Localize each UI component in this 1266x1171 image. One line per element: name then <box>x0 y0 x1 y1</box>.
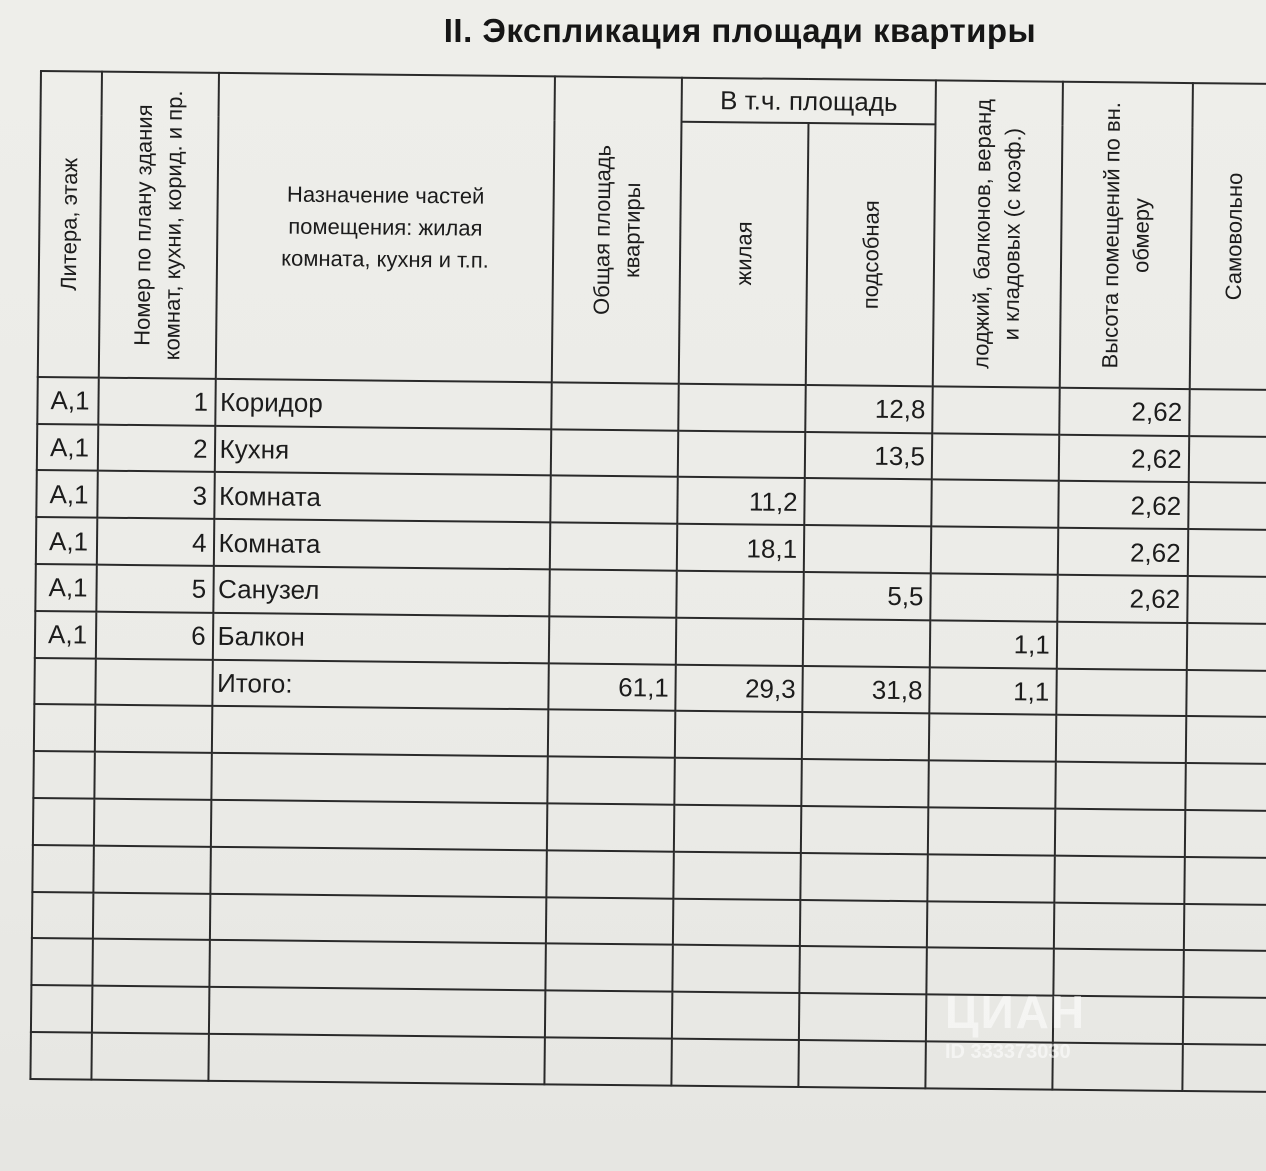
cell-loggia <box>931 480 1058 528</box>
cell-self <box>1188 482 1266 530</box>
header-literal <box>38 71 102 377</box>
empty-cell-loggia <box>926 995 1053 1043</box>
empty-cell-loggia <box>927 901 1054 949</box>
cell-total <box>550 569 677 617</box>
document-title: II. Экспликация площади квартиры <box>443 12 1037 49</box>
cell-number: 3 <box>97 471 214 519</box>
cell-purpose: Коридор <box>215 379 552 429</box>
cell-purpose: Комната <box>214 472 551 522</box>
empty-cell-living <box>673 898 800 946</box>
empty-cell-aux <box>802 712 929 760</box>
empty-cell-purpose <box>208 1034 545 1085</box>
totals-cell-aux: 31,8 <box>802 666 929 714</box>
empty-cell-height <box>1055 809 1185 857</box>
cell-literal: А,1 <box>36 517 97 564</box>
cell-loggia: 1,1 <box>930 620 1057 668</box>
empty-cell-purpose <box>210 847 547 897</box>
cell-number: 6 <box>96 611 213 659</box>
empty-cell-number <box>93 892 210 940</box>
empty-cell-total <box>545 991 672 1039</box>
cell-number: 1 <box>98 377 215 425</box>
empty-cell-aux <box>801 806 928 854</box>
cell-number: 4 <box>97 518 214 566</box>
empty-cell-height <box>1053 996 1183 1044</box>
cell-total <box>552 382 679 430</box>
empty-cell-self <box>1184 810 1266 858</box>
totals-cell-literal <box>34 658 95 705</box>
empty-cell-height <box>1052 1043 1182 1091</box>
totals-cell-total: 61,1 <box>549 663 676 711</box>
header-living-text: жилая <box>730 220 757 286</box>
empty-cell-number <box>92 939 209 987</box>
cell-literal: А,1 <box>36 470 97 517</box>
watermark-brand: ЦИАН <box>945 986 1087 1038</box>
totals-cell-self <box>1186 670 1266 718</box>
empty-cell-purpose <box>211 753 548 803</box>
empty-cell-literal <box>32 845 93 892</box>
empty-cell-total <box>546 897 673 945</box>
empty-cell-literal <box>32 892 93 939</box>
header-self <box>1189 83 1266 390</box>
totals-cell-living: 29,3 <box>676 664 803 712</box>
empty-cell-aux <box>799 1040 926 1088</box>
watermark-id: ID 333373030 <box>945 1041 1071 1063</box>
header-loggia <box>933 80 1063 387</box>
totals-cell-loggia: 1,1 <box>929 667 1056 715</box>
cell-literal: А,1 <box>37 377 98 424</box>
empty-cell-aux <box>800 853 927 901</box>
empty-cell-total <box>548 710 675 758</box>
cell-literal: А,1 <box>37 424 98 471</box>
empty-cell-self <box>1183 950 1266 998</box>
empty-cell-loggia <box>926 948 1053 996</box>
empty-cell-height <box>1055 762 1185 810</box>
empty-cell-aux <box>799 946 926 994</box>
cell-self <box>1186 623 1266 671</box>
header-purpose <box>215 73 555 382</box>
cell-aux <box>804 478 931 526</box>
empty-cell-literal <box>30 1032 91 1080</box>
cell-total <box>551 429 678 477</box>
empty-cell-living <box>675 711 802 759</box>
empty-cell-loggia <box>925 1041 1052 1089</box>
cell-purpose: Балкон <box>212 613 549 663</box>
empty-cell-living <box>674 851 801 899</box>
empty-cell-number <box>94 799 211 847</box>
header-self-text: Самовольно <box>1220 172 1247 301</box>
empty-cell-self <box>1183 904 1266 952</box>
empty-cell-self <box>1185 716 1266 764</box>
empty-cell-height <box>1053 949 1183 997</box>
header-loggia-text: лоджий, балконов, веранд и кладовых (с коэф.) <box>968 98 1026 369</box>
header-aux <box>806 123 936 386</box>
cell-number: 5 <box>96 565 213 613</box>
header-row <box>41 71 1266 128</box>
empty-cell-aux <box>800 900 927 948</box>
empty-cell-self <box>1185 763 1266 811</box>
cell-purpose: Кухня <box>214 425 551 475</box>
empty-cell-self <box>1184 857 1266 905</box>
cell-living <box>677 571 804 619</box>
empty-cell-living <box>674 805 801 853</box>
empty-cell-aux <box>801 759 928 807</box>
empty-cell-purpose <box>209 893 546 943</box>
cell-literal: А,1 <box>35 564 96 611</box>
empty-cell-purpose <box>210 800 547 850</box>
empty-cell-total <box>547 850 674 898</box>
empty-cell-living <box>673 945 800 993</box>
explication-table <box>29 70 1266 1093</box>
cell-living: 11,2 <box>678 477 805 525</box>
cell-purpose: Комната <box>213 519 550 569</box>
cell-total <box>550 523 677 571</box>
empty-cell-total <box>547 803 674 851</box>
empty-cell-height <box>1054 855 1184 903</box>
totals-cell-height <box>1056 668 1186 716</box>
empty-cell-literal <box>33 751 94 798</box>
empty-cell-literal <box>34 704 95 751</box>
cell-height: 2,62 <box>1058 528 1188 576</box>
empty-cell-number <box>93 845 210 893</box>
cell-number: 2 <box>98 424 215 472</box>
empty-cell-number <box>94 752 211 800</box>
empty-cell-number <box>92 986 209 1034</box>
empty-cell-living <box>675 758 802 806</box>
empty-cell-total <box>548 757 675 805</box>
cell-loggia <box>932 386 1059 434</box>
empty-cell-purpose <box>209 940 546 990</box>
empty-cell-number <box>95 705 212 753</box>
empty-cell-height <box>1054 902 1184 950</box>
empty-cell-literal <box>31 985 92 1032</box>
cell-self <box>1188 436 1266 484</box>
header-total <box>552 76 682 383</box>
cell-height: 2,62 <box>1059 388 1189 436</box>
empty-cell-self <box>1182 1044 1266 1092</box>
cell-aux <box>803 619 930 667</box>
header-literal-text: Литера, этаж <box>56 157 83 291</box>
cell-self <box>1189 389 1266 437</box>
header-number-text: Номер по плану здания комнат, кухни, корид. и пр. <box>129 90 188 361</box>
header-incl-group: В т.ч. площадь <box>682 78 936 124</box>
totals-cell-purpose: Итого: <box>212 659 549 709</box>
cell-total <box>549 616 676 664</box>
cell-self <box>1187 576 1266 624</box>
empty-cell-loggia <box>928 807 1055 855</box>
cell-aux: 12,8 <box>805 385 932 433</box>
header-height-text: Высота помещений по вн. обмеру <box>1096 101 1154 369</box>
cell-aux: 5,5 <box>803 572 930 620</box>
empty-cell-living <box>672 992 799 1040</box>
cell-aux <box>804 525 931 573</box>
cell-height: 2,62 <box>1058 481 1188 529</box>
cell-height: 2,62 <box>1057 575 1187 623</box>
cell-height <box>1057 621 1187 669</box>
empty-cell-total <box>546 944 673 992</box>
empty-cell-self <box>1183 997 1266 1045</box>
empty-cell-aux <box>799 993 926 1041</box>
cell-living <box>676 618 803 666</box>
cell-living <box>679 384 806 432</box>
empty-cell-purpose <box>208 987 545 1037</box>
cell-purpose: Санузел <box>213 566 550 616</box>
empty-cell-total <box>545 1037 672 1085</box>
empty-cell-purpose <box>211 706 548 756</box>
cell-loggia <box>932 433 1059 481</box>
header-purpose-text: Назначение частей помещения: жилая комната, кухня и т.п. <box>281 181 489 273</box>
cell-literal: А,1 <box>35 611 96 658</box>
empty-cell-height <box>1056 715 1186 763</box>
header-height <box>1060 82 1193 389</box>
cell-living <box>678 430 805 478</box>
empty-cell-living <box>672 1039 799 1087</box>
empty-cell-number <box>91 1033 208 1081</box>
cell-loggia <box>931 527 1058 575</box>
cell-height: 2,62 <box>1059 434 1189 482</box>
empty-cell-loggia <box>928 761 1055 809</box>
header-living <box>679 121 809 384</box>
header-number <box>99 72 219 379</box>
empty-cell-literal <box>31 938 92 985</box>
empty-cell-loggia <box>927 854 1054 902</box>
totals-cell-number <box>95 658 212 706</box>
header-total-text: Общая площадь квартиры <box>588 144 645 315</box>
empty-cell-literal <box>33 798 94 845</box>
empty-cell-loggia <box>929 714 1056 762</box>
cell-total <box>551 476 678 524</box>
cell-living: 18,1 <box>677 524 804 572</box>
cell-loggia <box>930 573 1057 621</box>
cell-self <box>1187 529 1266 577</box>
cell-aux: 13,5 <box>805 432 932 480</box>
header-aux-text: подсобная <box>857 199 884 310</box>
